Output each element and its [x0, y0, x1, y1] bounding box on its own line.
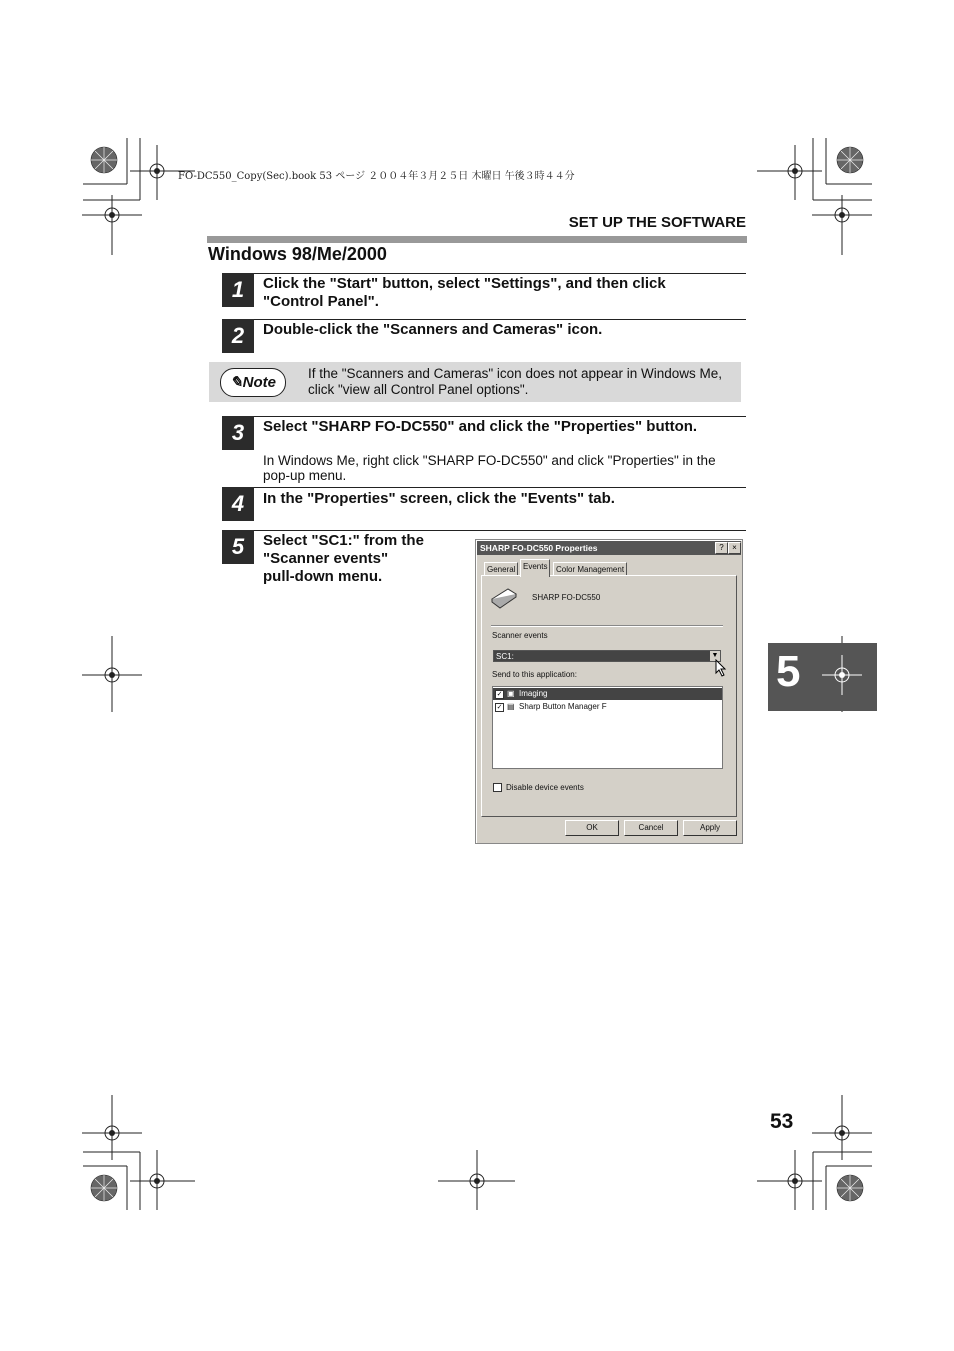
step-number-2: 2	[222, 319, 254, 353]
note-badge	[220, 368, 286, 397]
step-1-text	[263, 275, 666, 311]
close-button[interactable]: ×	[728, 542, 741, 554]
checkbox-checked-icon[interactable]: ✓	[496, 704, 503, 711]
scanner-icon	[490, 585, 518, 609]
separator	[491, 625, 723, 627]
note-badge-label: Note	[242, 374, 276, 391]
step-number-4: 4	[222, 487, 254, 521]
ok-button[interactable]: OK	[565, 820, 619, 836]
chapter-number: 5	[776, 647, 801, 696]
step-3-text: Select "SHARP FO-DC550" and click the "Properties" button.	[263, 418, 698, 435]
section-bar	[207, 236, 747, 243]
pencil-icon: ✎	[230, 374, 243, 391]
dialog-title-bar	[477, 541, 741, 555]
registration-mark-icon	[822, 655, 862, 695]
note-line: click "view all Control Panel options".	[308, 382, 529, 397]
step-3-detail-line: In Windows Me, right click "SHARP FO-DC550" and click "Properties" in the	[263, 453, 716, 468]
step-number-5: 5	[222, 530, 254, 564]
note-line: If the "Scanners and Cameras" icon does not appear in Windows Me,	[308, 366, 723, 381]
step-number-1: 1	[222, 273, 254, 307]
chevron-down-icon[interactable]: ▼	[711, 652, 719, 659]
running-header: SET UP THE SOFTWARE	[568, 214, 746, 231]
step-5-line: Select "SC1:" from the	[263, 532, 424, 549]
tab-color-management[interactable]: Color Management	[553, 562, 627, 576]
page-number: 53	[770, 1110, 794, 1133]
device-name: SHARP FO-DC550	[532, 593, 601, 602]
step-1-line: Click the "Start" button, select "Settings", and then click	[263, 275, 666, 292]
step-2-text: Double-click the "Scanners and Cameras" icon.	[263, 321, 603, 338]
tab-general[interactable]: General	[484, 562, 518, 576]
app-icon: ▤	[507, 702, 515, 711]
send-to-label: Send to this application:	[492, 670, 577, 679]
step-divider	[222, 416, 746, 417]
step-divider	[222, 487, 746, 488]
step-divider	[222, 273, 746, 274]
tab-events[interactable]: Events	[520, 559, 550, 577]
scanner-events-dropdown[interactable]	[493, 650, 721, 662]
disable-events-checkbox[interactable]	[493, 783, 502, 792]
step-number-3: 3	[222, 416, 254, 450]
list-item[interactable]	[493, 688, 722, 700]
properties-dialog	[475, 539, 743, 844]
note-text	[308, 366, 738, 398]
checkbox-checked-icon[interactable]: ✓	[496, 691, 503, 698]
step-3-detail-line: pop-up menu.	[263, 468, 347, 483]
dialog-title: SHARP FO-DC550 Properties	[480, 543, 598, 553]
print-info: FO-DC550_Copy(Sec).book 53 ページ ２００４年３月２５日 木曜日 午後３時４４分	[178, 171, 575, 182]
step-divider	[222, 319, 746, 320]
step-5-line: "Scanner events"	[263, 550, 389, 567]
list-item[interactable]	[493, 701, 722, 713]
scanner-events-label: Scanner events	[492, 631, 548, 640]
step-5-line: pull-down menu.	[263, 568, 383, 585]
cancel-button[interactable]: Cancel	[624, 820, 678, 836]
section-title: Windows 98/Me/2000	[208, 244, 387, 264]
step-5-text	[263, 532, 424, 586]
disable-events-label: Disable device events	[506, 783, 584, 792]
application-list[interactable]	[492, 686, 723, 769]
scanner-events-value: SC1:	[496, 652, 514, 661]
help-button[interactable]: ?	[715, 542, 728, 554]
list-item-label: Imaging	[519, 689, 548, 698]
mouse-pointer-icon	[715, 659, 727, 677]
list-item-label: Sharp Button Manager F	[519, 702, 607, 711]
step-3-detail	[263, 453, 716, 483]
apply-button[interactable]: Apply	[683, 820, 737, 836]
step-4-text: In the "Properties" screen, click the "Events" tab.	[263, 490, 615, 507]
app-icon: ▣	[507, 689, 515, 698]
step-1-line: "Control Panel".	[263, 293, 379, 310]
step-divider	[222, 530, 746, 531]
